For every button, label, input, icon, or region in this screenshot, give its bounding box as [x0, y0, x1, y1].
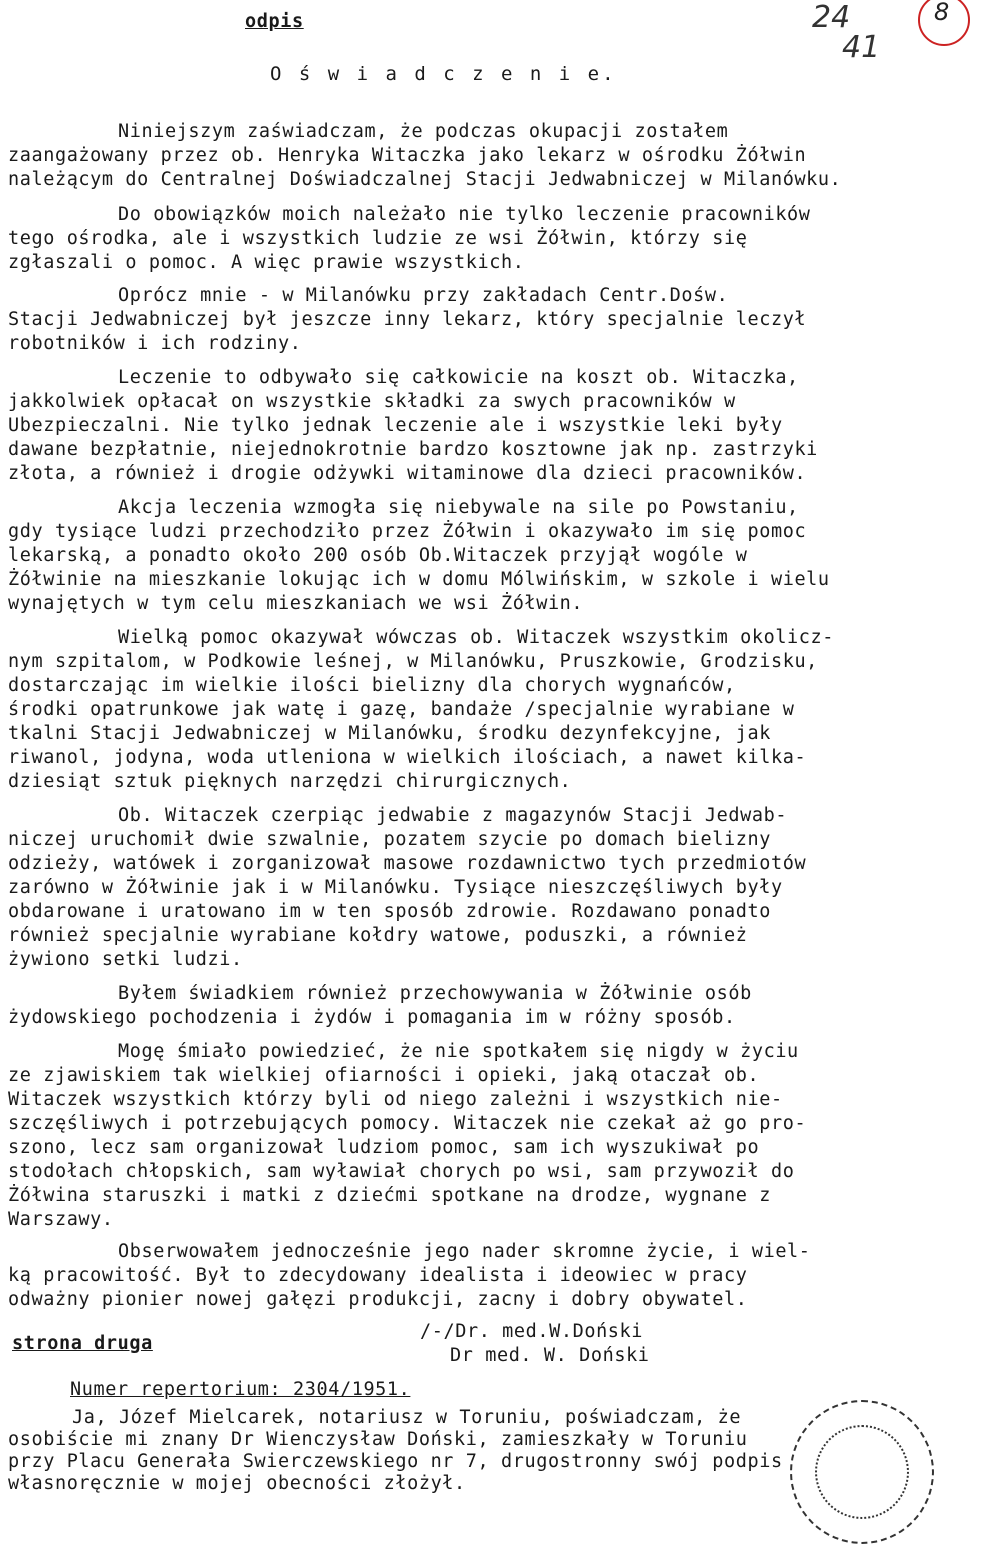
body-line: dziesiąt sztuk pięknych narzędzi chirurgicznych.: [8, 771, 572, 792]
body-line: jakkolwiek opłacał on wszystkie składki za swych pracowników w: [8, 391, 736, 412]
body-line: Warszawy.: [8, 1209, 114, 1230]
body-line: Oprócz mnie - w Milanówku przy zakładach Centr.Dośw.: [118, 285, 729, 306]
body-line: środki opatrunkowe jak watę i gazę, bandaże /specjalnie wyrabiane w: [8, 699, 795, 720]
circled-page-number: 8: [918, 0, 970, 46]
body-line: Ubezpieczalni. Nie tylko jednak leczenie ale i wszystkie leki były: [8, 415, 783, 436]
body-line: tego ośrodka, ale i wszystkich ludzie ze wsi Żółwin, którzy się: [8, 228, 748, 249]
body-line: wynajętych w tym celu mieszkaniach we wsi Żółwin.: [8, 593, 584, 614]
notary-line: osobiście mi znany Dr Wienczysław Doński, zamieszkały w Toruniu: [8, 1429, 748, 1450]
repertory-number: Numer repertorium: 2304/1951.: [70, 1379, 411, 1400]
signature-line-2: Dr med. W. Doński: [450, 1345, 650, 1366]
body-line: złota, a również i drogie odżywki witaminowe dla dzieci pracowników.: [8, 463, 807, 484]
body-line: obdarowane i uratowano im w ten sposób zdrowie. Rozdawano ponadto: [8, 901, 771, 922]
copy-label: odpis: [245, 11, 304, 32]
body-line: zarówno w Żółwinie jak i w Milanówku. Tysiące nieszczęśliwych były: [8, 877, 783, 898]
handwritten-number-2: 41: [842, 30, 881, 65]
body-line: niczej uruchomił dwie szwalnie, pozatem szycie po domach bielizny: [8, 829, 771, 850]
body-line: Niniejszym zaświadczam, że podczas okupacji zostałem: [118, 121, 729, 142]
body-line: tkalni Stacji Jedwabniczej w Milanówku, środku dezynfekcyjne, jak: [8, 723, 771, 744]
body-line: Wielką pomoc okazywał wówczas ob. Witaczek wszystkim okolicz-: [118, 627, 835, 648]
body-line: Ob. Witaczek czerpiąc jedwabie z magazynów Stacji Jedwab-: [118, 805, 788, 826]
notary-seal-inner: [815, 1425, 909, 1519]
body-line: ze zjawiskiem tak wielkiej ofiarności i opieki, jaką otaczał ob.: [8, 1065, 760, 1086]
body-line: zaangażowany przez ob. Henryka Witaczka jako lekarz w ośrodku Żółwin: [8, 145, 807, 166]
notary-line: przy Placu Generała Swierczewskiego nr 7, drugostronny swój podpis: [8, 1451, 783, 1472]
body-line: również specjalnie wyrabiane kołdry watowe, poduszki, a również: [8, 925, 748, 946]
body-line: dawane bezpłatnie, niejednokrotnie bardzo kosztowne jak np. zastrzyki: [8, 439, 818, 460]
body-line: należącym do Centralnej Doświadczalnej Stacji Jedwabniczej w Milanówku.: [8, 169, 842, 190]
body-line: Mogę śmiało powiedzieć, że nie spotkałem się nigdy w życiu: [118, 1041, 799, 1062]
signature-line-1: /-/Dr. med.W.Doński: [420, 1321, 644, 1342]
body-line: ką pracowitość. Był to zdecydowany idealista i ideowiec w pracy: [8, 1265, 748, 1286]
body-line: dostarczając im wielkie ilości bielizny dla chorych wygnańców,: [8, 675, 736, 696]
notary-line: Ja, Józef Mielcarek, notariusz w Toruniu, poświadczam, że: [72, 1407, 742, 1428]
body-line: Stacji Jedwabniczej był jeszcze inny lekarz, który specjalnie leczył: [8, 309, 807, 330]
body-line: gdy tysiące ludzi przechodziło przez Żółwin i okazywało im się pomoc: [8, 521, 807, 542]
document-title: O ś w i a d c z e n i e.: [270, 63, 617, 85]
body-line: Leczenie to odbywało się całkowicie na koszt ob. Witaczka,: [118, 367, 799, 388]
body-line: Witaczek wszystkich którzy byli od niego zależni i wszystkich nie-: [8, 1089, 783, 1110]
body-line: Żółwinie na mieszkanie lokując ich w domu Mólwińskim, w szkole i wielu: [8, 569, 830, 590]
body-line: nym szpitalom, w Podkowie leśnej, w Milanówku, Pruszkowie, Grodzisku,: [8, 651, 818, 672]
body-line: szczęśliwych i potrzebujących pomocy. Witaczek nie czekał aż go pro-: [8, 1113, 807, 1134]
body-line: Akcja leczenia wzmogła się niebywale na sile po Powstaniu,: [118, 497, 799, 518]
body-line: odzieży, watówek i zorganizował masowe rozdawnictwo tych przedmiotów: [8, 853, 807, 874]
body-line: Obserwowałem jednocześnie jego nader skromne życie, i wiel-: [118, 1241, 811, 1262]
second-page-label: strona druga: [12, 1333, 153, 1354]
body-line: Byłem świadkiem również przechowywania w Żółwinie osób: [118, 983, 752, 1004]
body-line: lekarską, a ponadto około 200 osób Ob.Witaczek przyjął wogóle w: [8, 545, 748, 566]
body-line: Żółwina staruszki i matki z dziećmi spotkane na drodze, wygnane z: [8, 1185, 771, 1206]
body-line: stodołach chłopskich, sam wyławiał chorych po wsi, sam przywoził do: [8, 1161, 795, 1182]
body-line: Do obowiązków moich należało nie tylko leczenie pracowników: [118, 204, 811, 225]
handwritten-number-1: 24: [812, 0, 851, 35]
body-line: żydowskiego pochodzenia i żydów i pomagania im w różny sposób.: [8, 1007, 736, 1028]
body-line: żywiono setki ludzi.: [8, 949, 243, 970]
notary-line: własnoręcznie w mojej obecności złożył.: [8, 1473, 466, 1494]
body-line: zgłaszali o pomoc. A więc prawie wszystkich.: [8, 252, 525, 273]
body-line: riwanol, jodyna, woda utleniona w wielkich ilościach, a nawet kilka-: [8, 747, 807, 768]
body-line: robotników i ich rodziny.: [8, 333, 302, 354]
body-line: odważny pionier nowej gałęzi produkcji, zacny i dobry obywatel.: [8, 1289, 748, 1310]
body-line: szono, lecz sam organizował ludziom pomoc, sam ich wyszukiwał po: [8, 1137, 760, 1158]
